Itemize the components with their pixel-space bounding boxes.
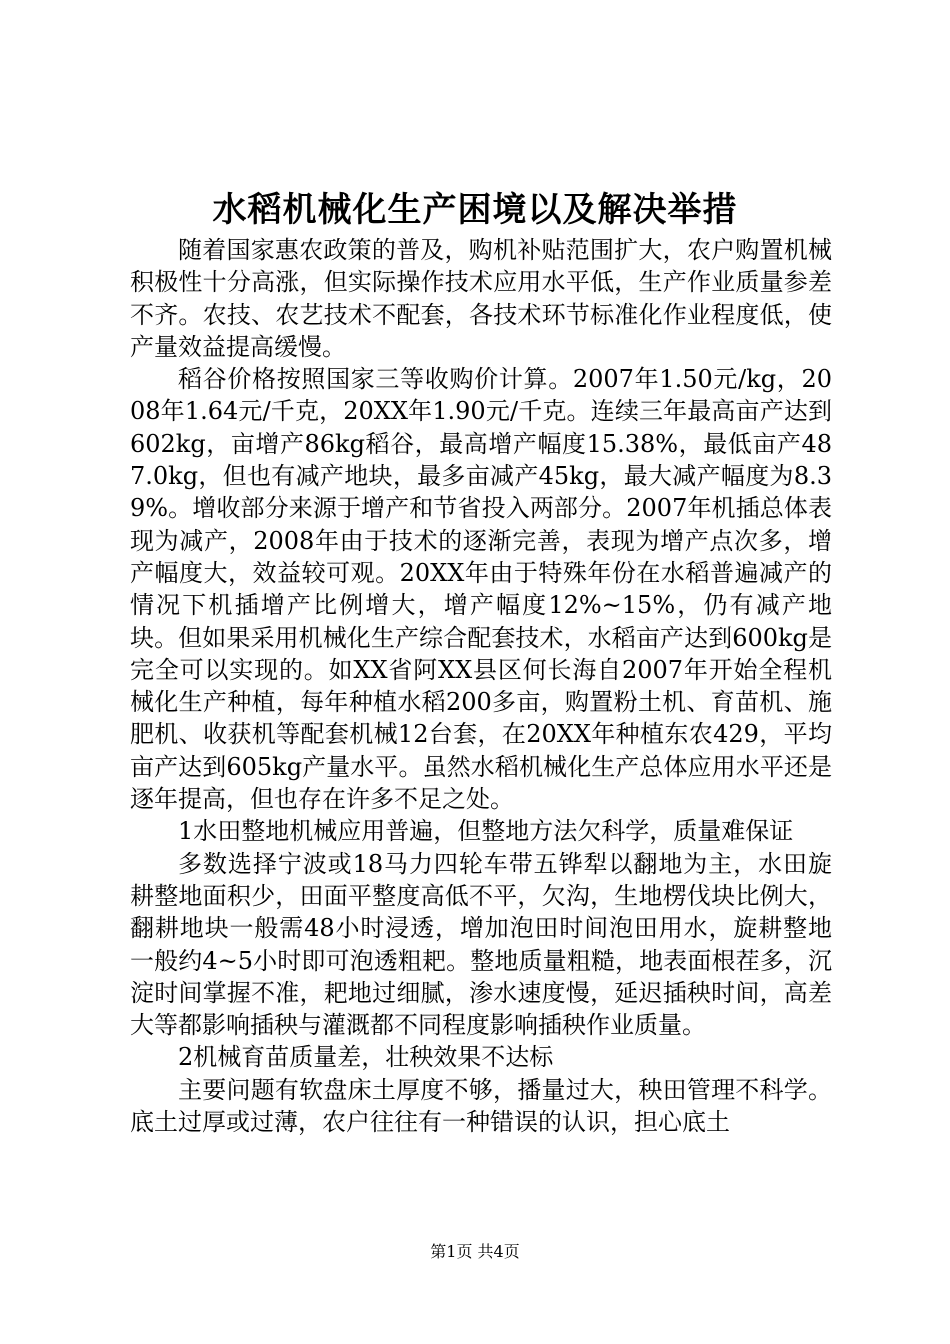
section-heading-2: 2机械育苗质量差，壮秧效果不达标 xyxy=(178,1043,554,1072)
paragraph-intro: 随着国家惠农政策的普及，购机补贴范围扩大，农户购置机械积极性十分高涨，但实际操作技术应用水平低，生产作业质量参差不齐。农技、农艺技术不配套，各技术环节标准化作业程度低，使产量效益提高缓慢。 xyxy=(130,236,832,361)
document-body xyxy=(130,234,832,1138)
section-heading-1: 1水田整地机械应用普遍，但整地方法欠科学，质量难保证 xyxy=(178,817,794,846)
document-title: 水稻机械化生产困境以及解决举措 xyxy=(212,190,738,230)
paragraph-price-yield: 稻谷价格按照国家三等收购价计算。2007年1.50元/kg，2008年1.64元/千克，20XX年1.90元/千克。连续三年最高亩产达到602kg，亩增产86kg稻谷，最高增产幅度15.38%，最低亩产487.0kg，但也有减产地块，最多亩减产45kg，最大减产幅度为8.39%。增收部分来源于增产和节省投入两部分。2007年机插总体表现为减产，2008年由于技术的逐渐完善，表现为增产点次多，增产幅度大，效益较可观。20XX年由于特殊年份在水稻普遍减产的情况下机插增产比例增大，增产幅度12%~15%，仍有减产地块。但如果采用机械化生产综合配套技术，水稻亩产达到600kg是完全可以实现的。如XX省阿XX县区何长海自2007年开始全程机械化生产种植，每年种植水稻200多亩，购置粉土机、育苗机、施肥机、收获机等配套机械12台套，在20XX年种植东农429，平均亩产达到605kg产量水平。虽然水稻机械化生产总体应用水平还是逐年提高，但也存在许多不足之处。 xyxy=(130,365,832,814)
paragraph-seedling-issues: 主要问题有软盘床土厚度不够，播量过大，秧田管理不科学。底土过厚或过薄，农户往往有一种错误的认识，担心底土 xyxy=(130,1075,832,1137)
paragraph-land-preparation: 多数选择宁波或18马力四轮车带五铧犁以翻地为主，水田旋耕整地面积少，田面平整度高低不平，欠沟，生地楞伐块比例大，翻耕地块一般需48小时浸透，增加泡田时间泡田用水，旋耕整地一般约4~5小时即可泡透粗耙。整地质量粗糙，地表面根茬多，沉淀时间掌握不准，耙地过细腻，渗水速度慢，延迟插秧时间，高差大等都影响插秧与灌溉都不同程度影响插秧作业质量。 xyxy=(130,849,832,1040)
page-footer: 第1页 共4页 xyxy=(430,1242,520,1261)
